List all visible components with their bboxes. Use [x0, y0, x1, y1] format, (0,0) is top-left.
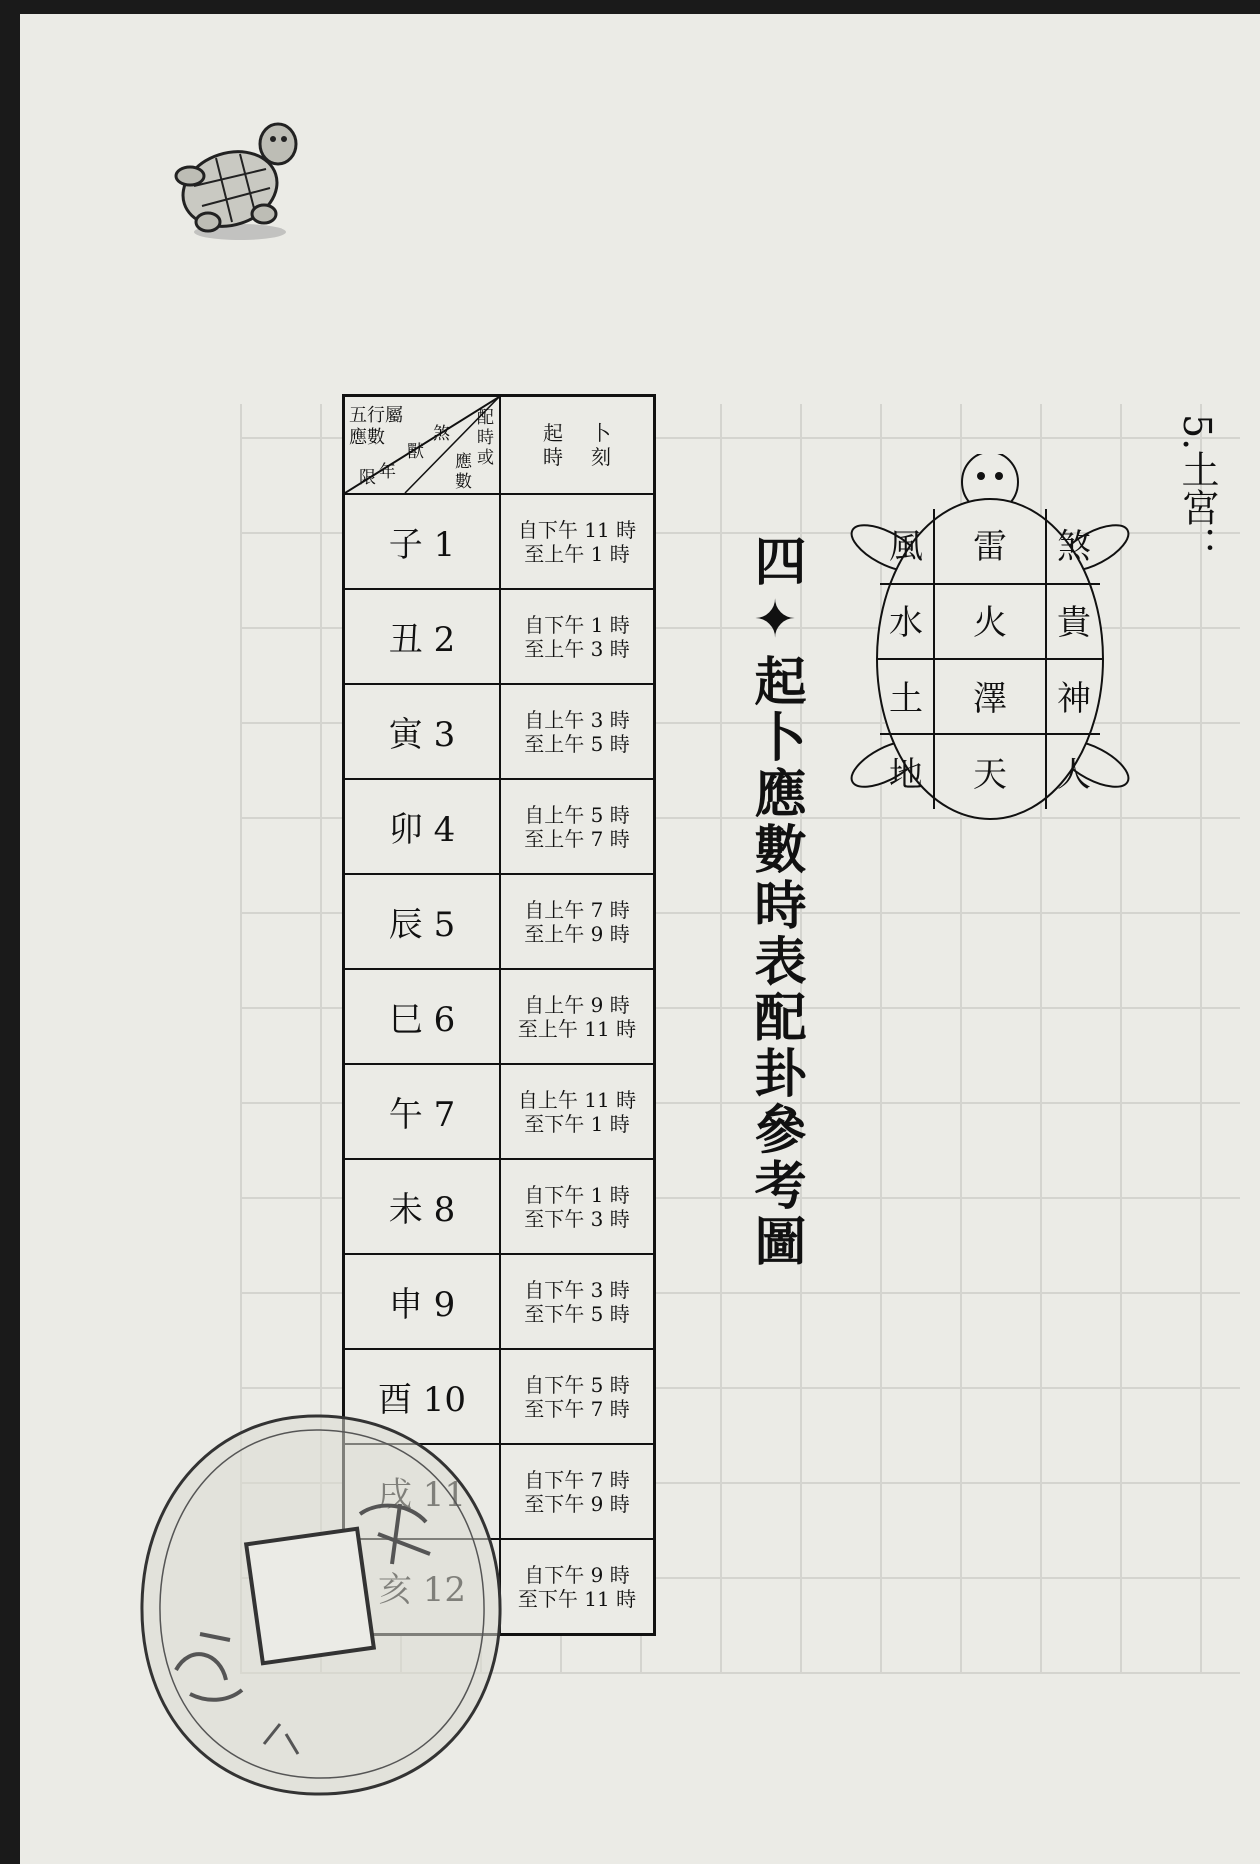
header-ying: 應	[455, 452, 472, 472]
time-to: 至下午 9 時	[524, 1491, 630, 1516]
title-text: 起卜應數時表配卦參考圖	[745, 654, 805, 1270]
turtle-grid-cell: 地	[889, 755, 923, 795]
branch-cell: 申 9	[344, 1254, 501, 1349]
time-cell	[500, 874, 655, 969]
time-cell	[500, 1539, 655, 1635]
turtle-diagram	[850, 454, 1130, 874]
time-to: 至上午 5 時	[524, 731, 630, 756]
branch-cell: 午 7	[344, 1064, 501, 1159]
table-row	[344, 589, 655, 684]
time-cell	[500, 1254, 655, 1349]
header-qibu: 起卜	[543, 421, 639, 445]
turtle-grid-cell: 煞	[1057, 527, 1091, 567]
header-shike: 時刻	[543, 445, 639, 469]
header-wuxing: 五行屬	[349, 405, 403, 426]
time-cell	[500, 969, 655, 1064]
table-row	[344, 684, 655, 779]
header-shi: 時	[477, 428, 494, 448]
time-from: 自上午 5 時	[524, 802, 630, 827]
time-to: 至上午 9 時	[524, 921, 630, 946]
time-to: 至上午 3 時	[524, 636, 630, 661]
section-label: 5.土宮：	[1175, 414, 1219, 565]
header-right-cell	[500, 396, 655, 495]
header-yingshu: 應數	[349, 427, 385, 448]
table-row	[344, 874, 655, 969]
time-cell	[500, 1349, 655, 1444]
time-from: 自下午 9 時	[524, 1562, 630, 1587]
turtle-grid-cell: 土	[889, 679, 923, 719]
turtle-grid-cell: 貴	[1057, 603, 1091, 643]
time-cell	[500, 1159, 655, 1254]
time-to: 至上午 1 時	[524, 541, 630, 566]
time-cell	[500, 494, 655, 589]
header-beast: 獸	[407, 442, 424, 462]
table-row	[344, 1254, 655, 1349]
table-row	[344, 1159, 655, 1254]
turtle-icon	[160, 114, 320, 254]
time-cell	[500, 1444, 655, 1539]
branch-cell: 卯 4	[344, 779, 501, 874]
time-to: 至下午 7 時	[524, 1396, 630, 1421]
star-icon: ✦	[745, 590, 805, 654]
turtle-grid-cell: 火	[973, 603, 1007, 643]
table-row	[344, 779, 655, 874]
book-page	[20, 14, 1260, 1864]
header-left-cell	[344, 396, 501, 495]
table-row	[344, 494, 655, 589]
branch-cell: 辰 5	[344, 874, 501, 969]
header-sha: 煞	[433, 424, 450, 444]
time-from: 自上午 11 時	[517, 1087, 637, 1112]
time-cell	[500, 684, 655, 779]
time-to: 至下午 3 時	[524, 1206, 630, 1231]
time-to: 至下午 5 時	[524, 1301, 630, 1326]
branch-cell: 未 8	[344, 1159, 501, 1254]
turtle-grid-cell: 水	[889, 603, 923, 643]
table-row	[344, 1064, 655, 1159]
turtle-grid-cell: 神	[1057, 679, 1091, 719]
time-from: 自上午 9 時	[524, 992, 630, 1017]
turtle-grid-cell: 天	[973, 755, 1007, 795]
branch-cell: 子 1	[344, 494, 501, 589]
ancient-coin-icon	[130, 1404, 510, 1804]
branch-cell: 酉 10	[344, 1349, 501, 1444]
time-cell	[500, 1064, 655, 1159]
time-from: 自下午 1 時	[524, 612, 630, 637]
header-year: 年	[379, 462, 396, 482]
turtle-grid-cell: 雷	[973, 527, 1007, 567]
header-shu: 數	[455, 472, 472, 492]
turtle-grid-cell: 澤	[973, 679, 1007, 719]
time-from: 自上午 7 時	[524, 897, 630, 922]
time-from: 自下午 11 時	[517, 517, 637, 542]
time-from: 自下午 7 時	[524, 1467, 630, 1492]
turtle-grid-cell: 人	[1057, 755, 1091, 795]
header-huo: 或	[477, 448, 494, 468]
page-title	[738, 534, 813, 1270]
time-to: 至上午 7 時	[524, 826, 630, 851]
time-cell	[500, 779, 655, 874]
time-cell	[500, 589, 655, 684]
header-limit: 限	[359, 468, 376, 488]
time-from: 自下午 1 時	[524, 1182, 630, 1207]
time-from: 自下午 5 時	[524, 1372, 630, 1397]
time-from: 自下午 3 時	[524, 1277, 630, 1302]
branch-cell: 丑 2	[344, 589, 501, 684]
header-pei: 配	[477, 408, 494, 428]
time-to: 至下午 1 時	[524, 1111, 630, 1136]
title-prefix: 四	[745, 534, 805, 590]
table-row	[344, 969, 655, 1064]
turtle-grid-cell: 風	[889, 527, 923, 567]
branch-cell: 巳 6	[344, 969, 501, 1064]
branch-cell: 寅 3	[344, 684, 501, 779]
time-to: 至下午 11 時	[517, 1586, 637, 1611]
time-to: 至上午 11 時	[517, 1016, 637, 1041]
time-from: 自上午 3 時	[524, 707, 630, 732]
